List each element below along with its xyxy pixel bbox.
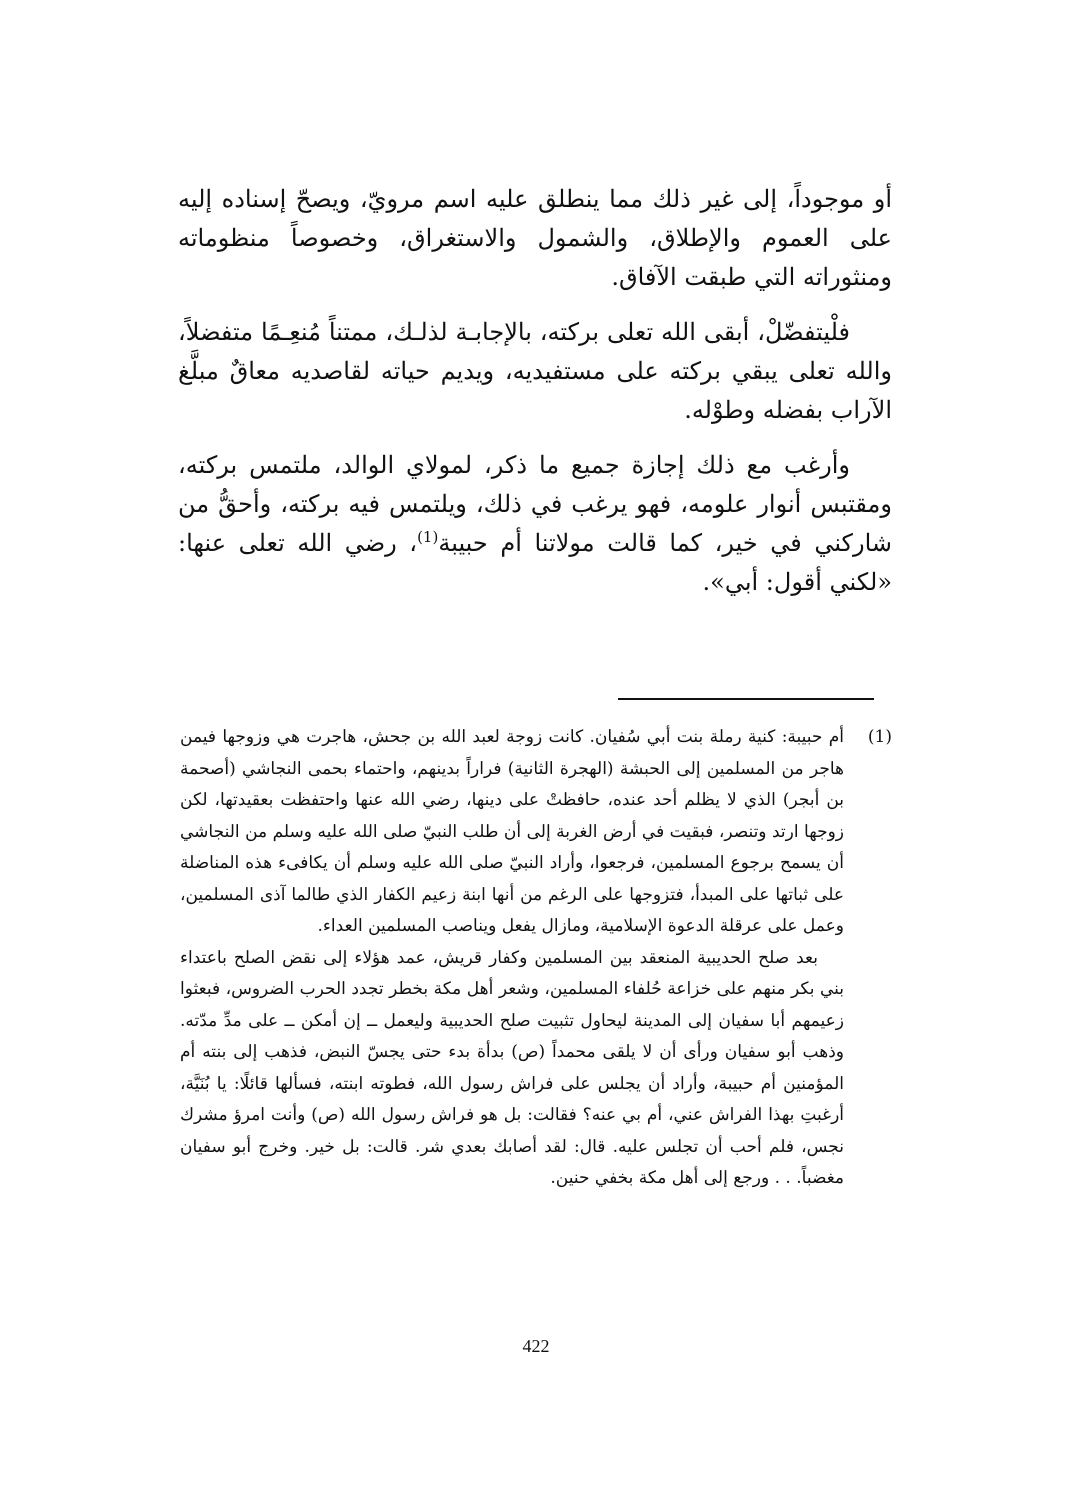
- footnote-1: [180, 722, 892, 1195]
- paragraph-3-text-after: ، رضي الله تعلى عنها: «لكني أقول: أبي».: [178, 529, 892, 596]
- paragraph-2: فلْيتفضّلْ، أبقى الله تعلى بركته، بالإجابـة لذلـك، ممتناً مُنعِـمًا متفضلاً، والله تعلى يبقي بركته على مستفيديه، ويديم حياته لقاصديه معاقٌ مبلَّغ الآراب بفضله وطوْله.: [178, 318, 892, 424]
- main-text-block: [178, 180, 892, 618]
- footnote-number: (1): [867, 727, 892, 747]
- footnote-text-continued: بعد صلح الحديبية المنعقد بين المسلمين وكفار قريش، عمد هؤلاء إلى نقض الصلح باعتداء بني بكر منهم على خزاعة حُلفاء المسلمين، وشعر أهل مكة بخطر تجدد الحرب الضروس، فبعثوا زعيمهم أبا سفيان إلى المدينة ليحاول تثبيت صلح الحديبية وليعمل ــ إن أمكن ــ على مدِّ مدّته. وذهب أبو سفيان ورأى أن لا يلقى محمداً (ص) بدأة بدء حتى يجسّ النبض، فذهب إلى بنته أم المؤمنين أم حبيبة، وأراد أن يجلس على فراش رسول الله، فطوته ابنته، فسألها قائلًا: يا بُنَيَّة، أرغبتِ بهذا الفراش عني، أم بي عنه؟ فقالت: بل هو فراش رسول الله (ص) وأنت امرؤ مشرك نجس، فلم أحب أن تجلس عليه. قال: لقد أصابك بعدي شر. قالت: بل خير. وخرج أبو سفيان مغضباً. . . ورجع إلى أهل مكة بخفي حنين.: [180, 947, 844, 1188]
- paragraph-3-text-before: وأرغب مع ذلك إجازة جميع ما ذكر، لمولاي الوالد، ملتمس بركته، ومقتبس أنوار علومه، فهو يرغب في ذلك، ويلتمس فيه بركته، وأحقُّ من شاركني في خير، كما قالت مولاتنا أم حبيبة: [178, 451, 892, 557]
- footnote-body: [180, 722, 844, 1195]
- footnote-marker[interactable]: (1): [417, 528, 439, 546]
- footnote-text: أم حبيبة: كنية رملة بنت أبي سُفيان. كانت زوجة لعبد الله بن جحش، هاجرت هي وزوجها فيمن هاجر من المسلمين إلى الحبشة (الهجرة الثانية) فراراً بدينهم، واحتماء بحمى النجاشي (أصحمة بن أبجر) الذي لا يظلم أحد عنده، حافظتْ على دينها، رضي الله عنها واحتفظت بعقيدتها، لكن زوجها ارتد وتنصر، فبقيت في أرض الغربة إلى أن طلب النبيّ صلى الله عليه وسلم من النجاشي أن يسمح برجوع المسلمين، فرجعوا، وأراد النبيّ صلى الله عليه وسلم أن يكافىء هذه المناضلة على ثباتها على المبدأ، فتزوجها على الرغم من أنها ابنة زعيم الكفار الذي طالما آذى المسلمين، وعمل على عرقلة الدعوة الإسلامية، ومازال يفعل ويناصب المسلمين العداء.: [180, 727, 844, 936]
- page-number: 422: [522, 1336, 550, 1356]
- footnote-block: [180, 722, 892, 1195]
- footnote-separator: [618, 698, 874, 700]
- paragraph-1: أو موجوداً، إلى غير ذلك مما ينطلق عليه اسم مرويّ، ويصحّ إسناده إليه على العموم والإطلاق، والشمول والاستغراق، وخصوصاً منظوماته ومنثوراته التي طبقت الآفاق.: [178, 185, 892, 291]
- paragraph-3: [178, 446, 892, 602]
